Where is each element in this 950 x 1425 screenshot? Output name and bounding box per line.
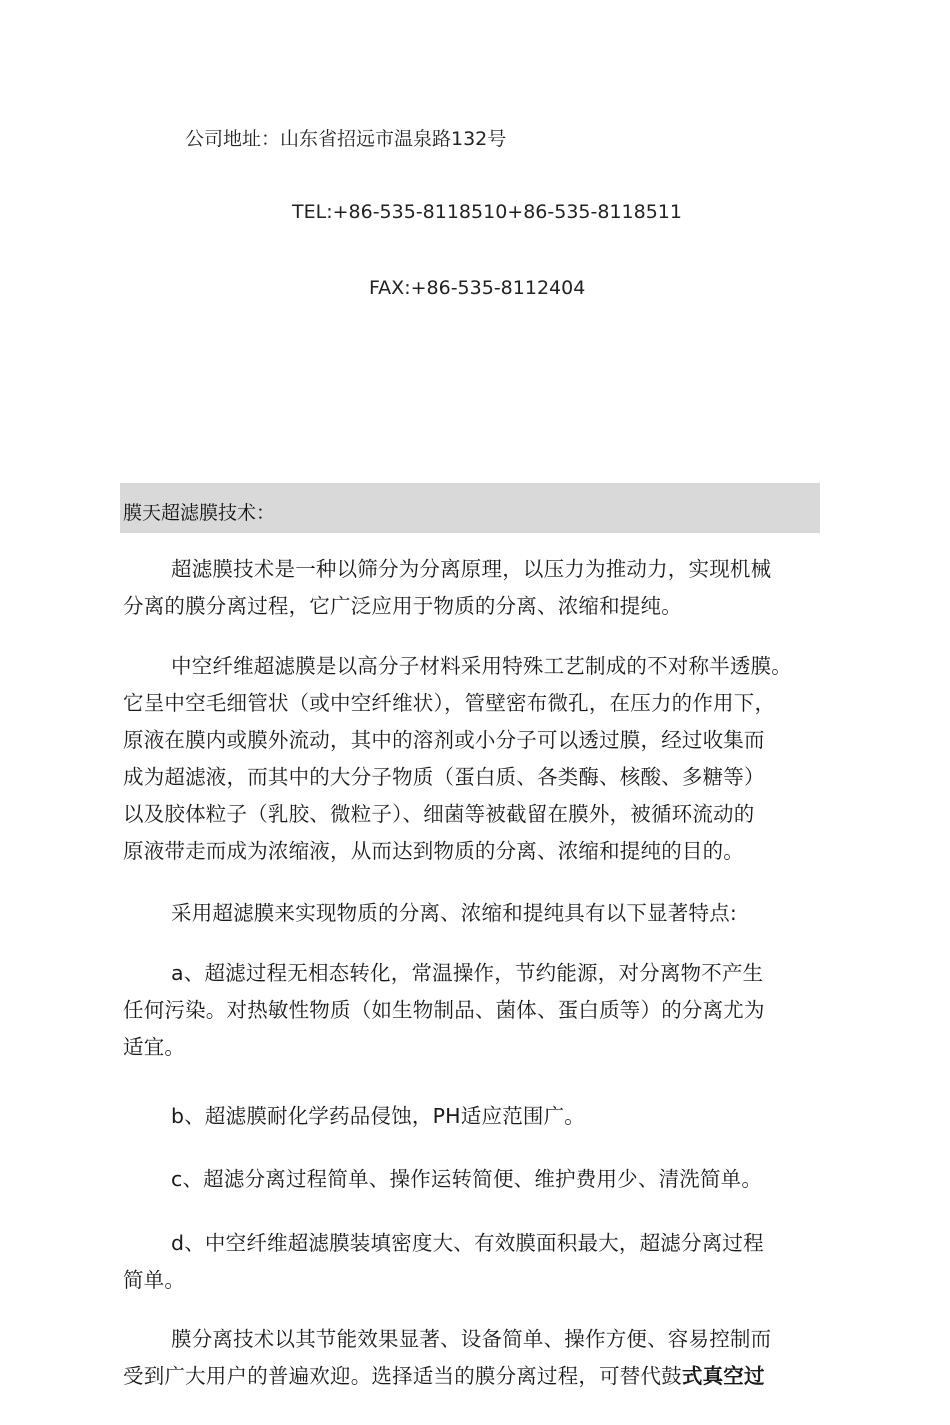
company-address: 公司地址：山东省招远市温泉路132号	[185, 128, 507, 150]
paragraph-line: 膜分离技术以其节能效果显著、设备简单、操作方便、容易控制而	[171, 1327, 772, 1351]
paragraph-hollow-fiber	[123, 648, 835, 870]
feature-a	[123, 955, 835, 1066]
company-fax: FAX:+86-535-8112404	[369, 277, 586, 299]
paragraph-line: 采用超滤膜来实现物质的分离、浓缩和提纯具有以下显著特点:	[171, 901, 738, 925]
paragraph-text: 受到广大用户的普遍欢迎。选择适当的膜分离过程，可替代鼓	[123, 1364, 682, 1388]
paragraph-line: 超滤膜技术是一种以筛分为分离原理，以压力为推动力，实现机械	[171, 557, 772, 581]
paragraph-features-intro	[123, 895, 835, 932]
paragraph-membrane-separation	[123, 1321, 835, 1395]
paragraph-line: 中空纤维超滤膜是以高分子材料采用特殊工艺制成的不对称半透膜。	[171, 654, 792, 678]
feature-d	[123, 1225, 835, 1299]
feature-c	[123, 1161, 835, 1198]
paragraph-line: 以及胶体粒子（乳胶、微粒子）、细菌等被截留在膜外，被循环流动的	[123, 802, 755, 826]
paragraph-line: 成为超滤液，而其中的大分子物质（蛋白质、各类酶、核酸、多糖等）	[123, 765, 765, 789]
paragraph-line: d、中空纤维超滤膜装填密度大、有效膜面积最大，超滤分离过程	[171, 1231, 764, 1255]
paragraph-intro	[123, 551, 835, 625]
paragraph-line: 适宜。	[123, 1035, 186, 1059]
paragraph-line: 分离的膜分离过程，它广泛应用于物质的分离、浓缩和提纯。	[123, 594, 682, 618]
paragraph-line: 简单。	[123, 1268, 186, 1292]
section-title: 膜天超滤膜技术：	[123, 502, 276, 524]
paragraph-line: 它呈中空毛细管状（或中空纤维状），管壁密布微孔，在压力的作用下，	[123, 691, 776, 715]
paragraph-bold-text: 式真空过	[681, 1364, 765, 1388]
paragraph-line: c、超滤分离过程简单、操作运转简便、维护费用少、清洗简单。	[171, 1167, 763, 1191]
paragraph-line	[123, 1358, 835, 1395]
paragraph-line: b、超滤膜耐化学药品侵蚀，PH适应范围广。	[171, 1104, 585, 1128]
paragraph-line: a、超滤过程无相态转化，常温操作，节约能源，对分离物不产生	[171, 961, 764, 985]
company-tel: TEL:+86-535-8118510+86-535-8118511	[292, 201, 682, 223]
paragraph-line: 原液在膜内或膜外流动，其中的溶剂或小分子可以透过膜，经过收集而	[123, 728, 765, 752]
section-heading-bar	[120, 483, 820, 533]
paragraph-line: 原液带走而成为浓缩液，从而达到物质的分离、浓缩和提纯的目的。	[123, 839, 744, 863]
paragraph-line: 任何污染。对热敏性物质（如生物制品、菌体、蛋白质等）的分离尤为	[123, 998, 765, 1022]
feature-b	[123, 1098, 835, 1135]
